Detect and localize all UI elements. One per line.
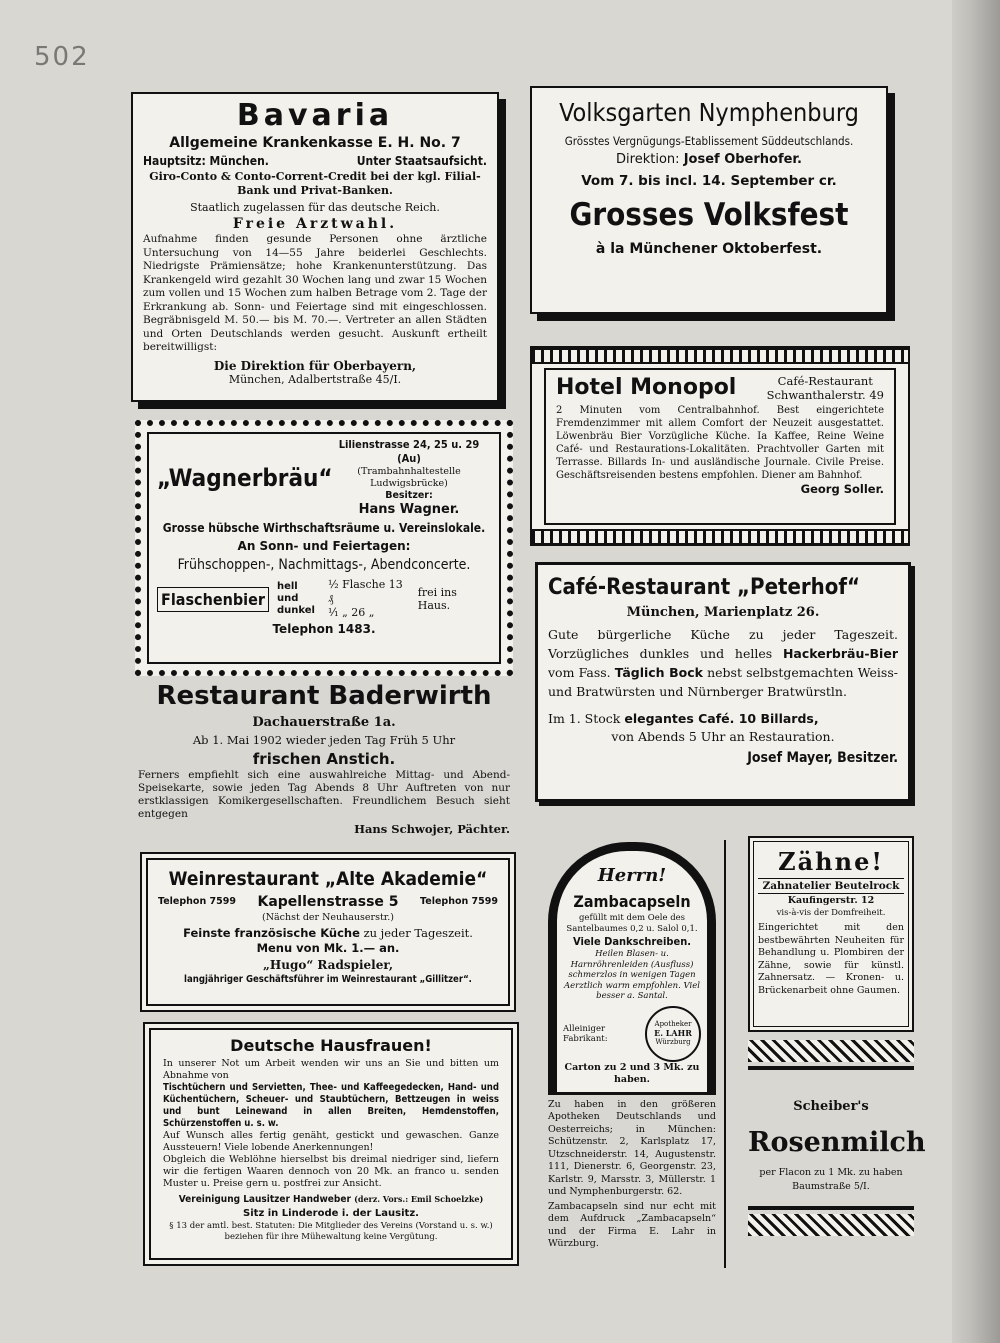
wagner-address: Lilienstrasse 24, 25 u. 29 (Au) [338,438,480,465]
volksgarten-tagline: à la Münchener Oktoberfest. [595,241,823,257]
baderwirth-line1: Ab 1. Mai 1902 wieder jeden Tag Früh 5 Uhr [192,733,456,747]
column-divider [724,840,726,1268]
wagner-header [157,438,491,518]
hausfrauen-intro: In unserer Not um Arbeit wenden wir uns an Sie und bitten um Abnahme von [163,1058,499,1081]
zamba-thanks: Viele Dankschreiben. [572,935,692,948]
zaehne-street: Kaufingerstr. 12 [787,895,875,906]
hausfrauen-goods: Tischtüchern und Servietten, Thee- und Kaffeegedecken, Hand- und Küchentüchern, Scheuer- und Staubtüchern, Bettzeugen in weiss und bunt Leinewand in allen Breiten, Hemdenstoffen, Schürzenstoffen u. s. w. [163,1082,499,1129]
ad-volksgarten [530,86,888,314]
ad-hotel-monopol [530,346,910,546]
page-number: 502 [34,42,90,72]
wagner-concerts: Frühschoppen-, Nachmittags-, Abendconcerte. [177,557,471,573]
volksgarten-dates: Vom 7. bis incl. 14. September cr. [581,173,837,189]
bavaria-director: Die Direktion für Oberbayern, [213,358,417,373]
ad-baderwirth [134,678,514,838]
bavaria-address: München, Adalbertstraße 45/I. [228,372,402,386]
zaehne-title: Zähne! [778,847,884,876]
baderwirth-street: Dachauerstraße 1a. [252,715,396,730]
monopol-cafe-block [767,374,884,402]
peterhof-floor: Im 1. Stock [548,711,621,726]
zamba-arch-inner [557,851,707,1092]
baderwirth-title: Restaurant Baderwirth [156,681,492,711]
hausfrauen-union: Vereinigung Lausitzer Handweber [178,1194,351,1205]
zamba-warning: Zambacapseln sind nur echt mit dem Aufdruck „Zambacapseln“ und der Firma E. Lahr in Würzburg. [548,1200,716,1249]
volksgarten-title: Volksgarten Nymphenburg [559,98,859,127]
hausfrauen-title: Deutsche Hausfrauen! [230,1036,432,1055]
rosenmilch-rule-bottom [748,1206,914,1210]
zamba-stamp-city: Würzburg [655,1038,691,1046]
akademie-kitchen-row [158,926,498,941]
peterhof-address: München, Marienplatz 26. [626,605,820,620]
akademie-role: langjähriger Geschäftsführer im Weinrestaurant „Gillitzer“. [184,974,472,985]
ad-hausfrauen [143,1022,519,1266]
baderwirth-highlight: frischen Anstich. [252,750,396,768]
hausfrauen-statute: § 13 der amtl. best. Statuten: Die Mitglieder des Vereins (Vorstand u. s. w.) beziehen für ihre Mühewaltung keine Vergütung. [169,1221,493,1242]
monopol-title: Hotel Monopol [556,375,737,400]
hausfrauen-offer: Obgleich die Weblöhne hierselbst bis dreimal niedriger sind, liefern wir die fertigen Waaren dennoch von 20 Mk. an franco u. senden Muster u. Preise gern u. postfrei zur Ansicht. [163,1154,499,1189]
akademie-near: (Nächst der Neuhauserstr.) [261,912,394,923]
wagner-delivery: frei ins Haus. [417,586,457,612]
zamba-title: Zambacapseln [573,892,691,911]
rosenmilch-brand: Scheiber's [793,1099,869,1114]
peterhof-bock: Täglich Bock [614,665,703,680]
wagner-owner-label: Besitzer: [385,490,433,501]
zamba-stamp [645,1006,701,1062]
peterhof-cafe: elegantes Café. 10 Billards, [624,711,819,726]
zamba-maker-row [563,1006,701,1062]
monopol-cafe: Café-Restaurant [777,374,873,388]
monopol-header [556,374,884,402]
wagner-inner [147,432,501,664]
volksgarten-subtitle: Grösstes Vergnügungs-Etablissement Süddeutschlands. [564,134,854,148]
zamba-maker-label: Alleiniger Fabrikant: [563,1023,608,1044]
bavaria-title: Bavaria [236,98,394,133]
monopol-street: Schwanthalerstr. 49 [766,388,884,402]
bavaria-bank: Giro-Conto & Conto-Corrent-Credit bei der kgl. Filial-Bank und Privat-Banken. [149,170,481,197]
rosenmilch-pattern-bottom [748,1214,914,1236]
ad-alte-akademie [140,852,516,1012]
akademie-phone-left: Telephon 7599 [158,896,236,907]
hausfrauen-wish: Auf Wunsch alles fertig genäht, gestickt und gewaschen. Ganze Aussteuern! Viele lobende Anerkennungen! [163,1130,499,1153]
volksgarten-event: Grosses Volksfest [569,197,849,233]
rosenmilch-price: per Flacon zu 1 Mk. zu haben [759,1167,903,1178]
bavaria-admitted: Staatlich zugelassen für das deutsche Reich. [190,201,440,214]
baderwirth-body: Ferners empfiehlt sich eine auswahlreiche Mittag- und Abend-Speisekarte, sowie jeden Tag Abends 8 Uhr Auftreten von nur erstklassigen Komikergesellschaften. Freundlichem Besuch sieht entgegen [138,769,510,820]
monopol-inner [544,368,896,525]
peterhof-line3: nebst selbstgemachten Weiss- und Bratwürsten und Nürnberger Bratwürstln. [548,665,898,699]
peterhof-line2: vom Fass. [548,665,611,680]
peterhof-hours: von Abends 5 Uhr an Restauration. [611,729,835,744]
peterhof-body [548,625,898,701]
peterhof-owner: Josef Mayer, Besitzer. [747,750,898,766]
volksgarten-direction-name: Josef Oberhofer. [683,152,802,167]
zaehne-inner [753,841,909,1027]
wagner-tram: (Trambahnhaltestelle Ludwigsbrücke) [357,466,461,489]
ad-rosenmilch [748,1040,926,1266]
zamba-herrn: Herrn! [597,865,667,886]
peterhof-floor-row [548,709,898,728]
ad-bavaria [131,92,499,402]
zamba-stamp-name: E. LAHR [654,1028,692,1038]
zamba-availability: Zu haben in den größeren Apotheken Deutschlands und Oesterreichs; in München: Schützenstr. 2, Karlsplatz 17, Utzschneiderstr. 14, Augustenstr. 111, Dienerstr. 6, Georgenstr. 23, Karlstr. 9, Marsstr. 3, Müllerstr. 1 und Nymphenburgerstr. 62. [548,1098,716,1197]
akademie-phone-right: Telephon 7599 [420,896,498,907]
wagner-light-dark: hell und dunkel [276,581,315,616]
hausfrauen-union-row [163,1192,499,1207]
akademie-kitchen: Feinste französische Küche [183,926,360,940]
ad-peterhof [535,562,911,802]
wagner-address-block [327,438,491,518]
bavaria-body: Aufnahme finden gesunde Personen ohne ärztliche Untersuchung von 14—55 Jahre beiderlei Geschlechts. Niedrigste Prämiensätze; hohe Krankenunterstützung. Das Krankengeld wird gezahlt 30 Wochen lang und zwar 15 Wochen zum vollen und 15 Wochen zum halben Betrage vom 2. Tage der Erkrankung ab. Sonn- und Feiertage sind mit eingeschlossen. Begräbnisgeld M. 50.— bis M. 70.—. Vertreter an allen Städten und Orten Deutschlands werden gesucht. Auskunft ertheilt bereitwilligst: [143,233,487,353]
zamba-desc: gefüllt mit dem Oele des Santelbaumes 0,2 u. Salol 0,1. [566,913,698,934]
zaehne-body: Eingerichtet mit den bestbewährten Neuheiten für Behandlung u. Plombiren der Zähne, sowie für künstl. Zahnersatz. — Kronen- u. Brückenarbeit ohne Gaumen. [758,922,904,996]
volksgarten-direction-label: Direktion: [616,152,680,167]
peterhof-title: Café-Restaurant „Peterhof“ [548,575,860,600]
peterhof-beer: Hackerbräu-Bier [782,646,898,661]
ad-zambacapseln [542,836,722,1268]
wagner-holidays: An Sonn- und Feiertagen: [237,539,411,553]
wagner-bottle-beer: Flaschenbier [157,587,269,612]
akademie-title: Weinrestaurant „Alte Akademie“ [168,868,488,890]
zamba-cure: Heilen Blasen- u. Harnröhrenleiden (Ausfluss) schmerzlos in wenigen Tagen Aerztlich warm empfohlen. Viel besser a. Santal. [563,949,701,1001]
zamba-arch [548,842,716,1095]
bavaria-supervision: Unter Staatsaufsicht. [356,154,487,168]
akademie-name: „Hugo“ Radspieler, [262,958,393,972]
akademie-inner [146,858,510,1006]
wagner-beer-row [157,578,491,620]
zamba-carton: Carton zu 2 und 3 Mk. zu haben. [564,1061,700,1085]
rosenmilch-address: Baumstraße 5/I. [792,1181,870,1192]
bavaria-hq: Hauptsitz: München. [143,154,269,168]
volksgarten-direction [540,150,878,170]
akademie-kitchen-rest: zu jeder Tageszeit. [363,926,473,940]
zaehne-studio: Zahnatelier Beutelrock [758,878,904,894]
monopol-owner: Georg Soller. [800,482,884,496]
peterhof-line1: Gute bürgerliche Küche zu jeder Tageszeit. Vorzügliches dunkles und helles [548,627,898,661]
zamba-stamp-top: Apotheker [654,1020,692,1028]
monopol-border-top [532,348,908,364]
akademie-street-row [158,894,498,910]
rosenmilch-pattern-top [748,1040,914,1062]
hausfrauen-seat: Sitz in Linderode i. der Lausitz. [243,1208,419,1219]
ad-zaehne [748,836,914,1032]
monopol-border-bottom [532,529,908,545]
wagner-owner: Hans Wagner. [358,502,460,517]
ad-wagnerbraeu [135,420,513,676]
wagner-price-1: ½ Flasche 13 ₰ [327,578,403,605]
wagner-rooms: Grosse hübsche Wirthschaftsräume u. Vereinslokale. [162,521,486,535]
bavaria-subtitle: Allgemeine Krankenkasse E. H. No. 7 [169,135,461,151]
rosenmilch-rule-top [748,1066,914,1070]
akademie-menu: Menu von Mk. 1.— an. [256,941,400,955]
wagner-price-2: ¹⁄₁ „ 26 „ [327,606,375,619]
bavaria-hq-row [143,152,487,170]
akademie-street: Kapellenstrasse 5 [257,894,399,910]
hausfrauen-union-chair: (derz. Vors.: Emil Schoelzke) [354,1194,484,1204]
wagner-phone: Telephon 1483. [272,622,376,636]
bavaria-free-doctor: Freie Arztwahl. [232,216,398,232]
rosenmilch-title: Rosenmilch [748,1127,926,1158]
wagner-title: „Wagnerbräu“ [157,464,333,492]
zaehne-opposite: vis-à-vis der Domfreiheit. [776,908,886,918]
hausfrauen-inner [149,1028,513,1260]
book-gutter [952,0,1000,1343]
monopol-body: 2 Minuten vom Centralbahnhof. Best eingerichtete Fremdenzimmer mit allem Comfort der Neuzeit ausgestattet. Löwenbräu Bier Vorzügliche Küche. Ia Kaffee, Reine Weine Café- und Restaurations-Lokalitäten. Prachtvoller Garten mit Terrasse. Billards In- und ausländische Journale. Civile Preise. Geschäftsreisenden bestens empfohlen. Diener am Bahnhof. [556,405,884,481]
baderwirth-owner: Hans Schwojer, Pächter. [354,822,510,836]
wagner-prices [328,578,410,620]
